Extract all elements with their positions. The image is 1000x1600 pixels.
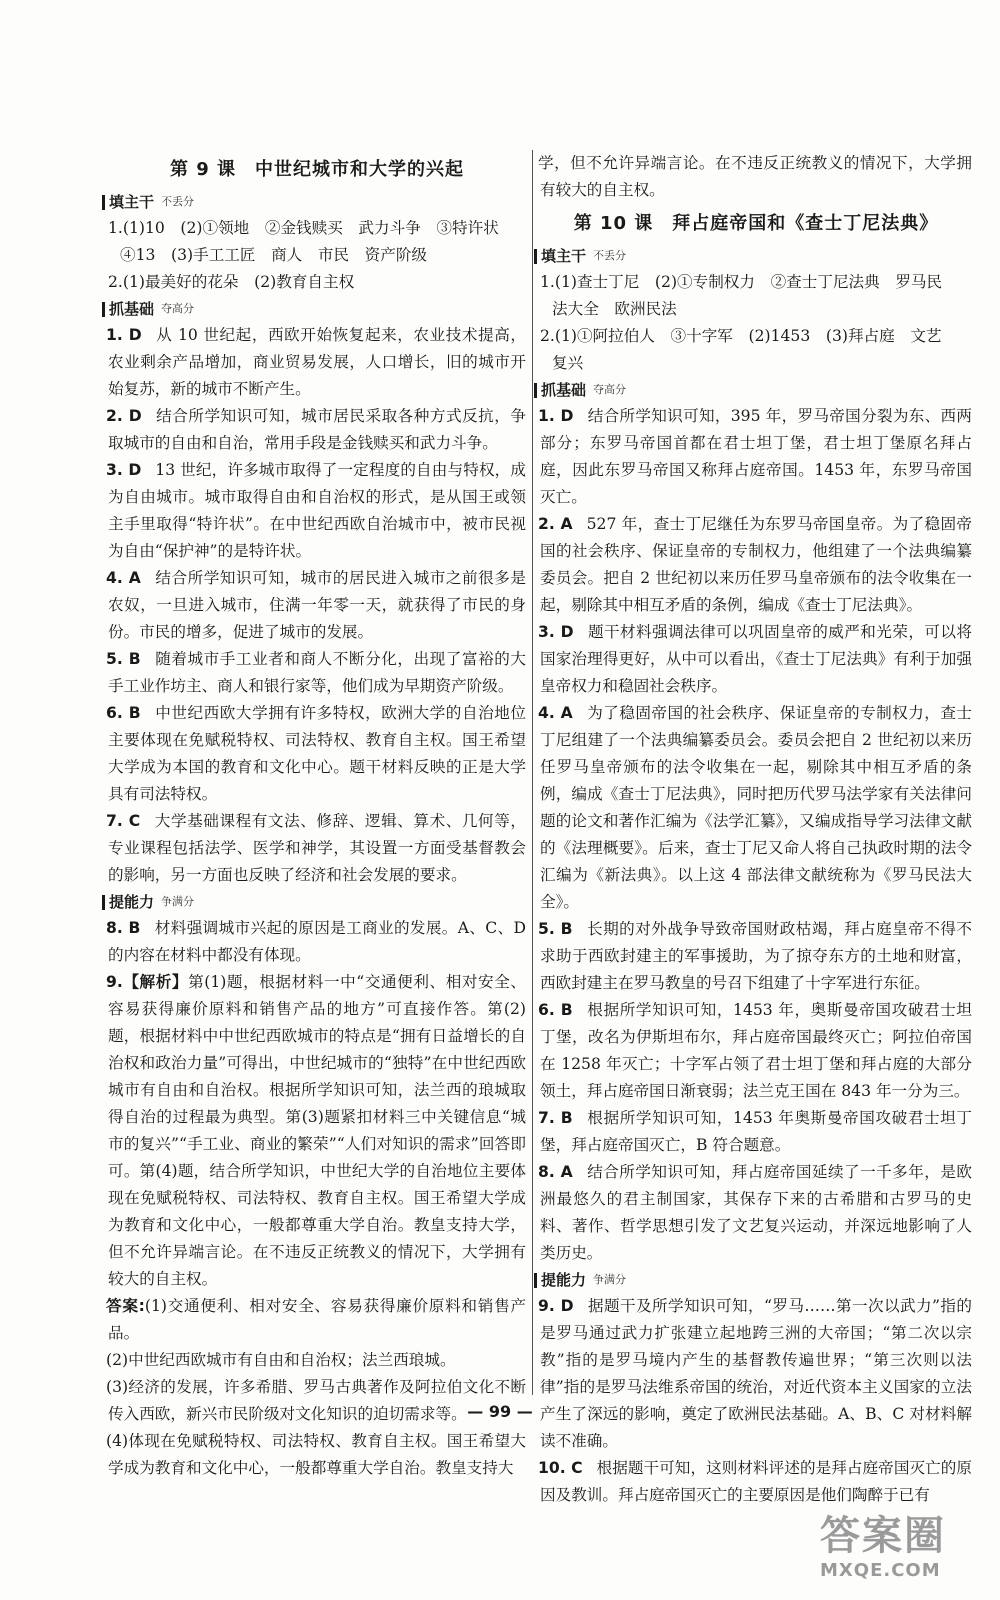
page-number: — 99 — [467, 1402, 533, 1421]
answer-item: 2. D 结合所学知识可知，城市居民采取各种方式反抗，争取城市的自由和自治，常用手段是金钱赎买和武力斗争。 [106, 407, 526, 452]
section-header: 填主干 不丢分 [534, 244, 972, 268]
answer-item: 1. D 从 10 世纪起，西欧开始恢复起来，农业技术提高，农业剩余产品增加，商业贸易发展，人口增长，旧的城市开始复苏，新的城市不断产生。 [106, 326, 526, 398]
answer-item: 3. D 13 世纪，许多城市取得了一定程度的自由与特权，成为自由城市。城市取得自由和自治权的形式，是从国王或领主手里取得“特许状”。在中世纪西欧自治城市中，被市民视为自由“保护神”的是特许状。 [106, 461, 526, 560]
answer-block: 答案:(1)交通便利、相对安全、容易获得廉价原料和销售产品。 [106, 1297, 526, 1342]
answer-item: 4. A 为了稳固帝国的社会秩序、保证皇帝的专制权力，查士丁尼组建了一个法典编纂委员会。委员会把自 2 世纪初以来历任罗马皇帝颁布的法令收集在一起，剔除其中相互矛盾的条例，编成《查士丁尼法典》，同时把历代罗马法学家有关法律问题的论文和著作汇编为《法学汇纂》，又编成指导学习法律文献的《法理概要》。后来，查士丁尼又命人将自己执政时期的法令汇编为《新法典》。以上这 4 部法律文献统称为《罗马民法大全》。 [538, 704, 972, 911]
section-header: 提能力 争满分 [534, 1268, 972, 1292]
section-bar-icon [534, 1273, 537, 1288]
answer-item: 4. A 结合所学知识可知，城市的居民进入城市之前很多是农奴，一旦进入城市，住满一年零一天，就获得了市民的身份。市民的增多，促进了城市的发展。 [106, 569, 526, 641]
column-divider [532, 150, 533, 1395]
carry-over-text: 学，但不允许异端言论。在不违反正统教义的情况下，大学拥有较大的自主权。 [538, 154, 972, 199]
answer-item: 8. B 材料强调城市兴起的原因是工商业的发展。A、C、D 的内容在材料中都没有体现。 [106, 919, 527, 964]
fill-line: 2.(1)①阿拉伯人 ③十字军 (2)1453 (3)拜占庭 文艺 [540, 327, 942, 345]
watermark-text: 答案圈 [820, 1513, 946, 1559]
answer-item: 3. D 题干材料强调法律可以巩固皇帝的威严和光荣，可以将国家治理得更好，从中可以看出，《查士丁尼法典》有利于加强皇帝权力和稳固社会秩序。 [538, 623, 972, 695]
answer-item: 5. B 随着城市手工业者和商人不断分化，出现了富裕的大手工业作坊主、商人和银行家等，他们成为早期资产阶级。 [106, 650, 526, 695]
section-bar-icon [102, 302, 105, 317]
fill-line: 1.(1)10 (2)①领地 ②金钱赎买 武力斗争 ③特许状 [108, 219, 499, 237]
fill-line: 2.(1)最美好的花朵 (2)教育自主权 [108, 273, 355, 291]
left-column [108, 150, 526, 1482]
answer-item: 9. D 据题干及所学知识可知，“罗马……第一次以武力”指的是罗马通过武力扩张建立起地跨三洲的大帝国；“第二次以宗教”指的是罗马境内产生的基督教传遍世界；“第三次则以法律”指的是罗马法维系帝国的统治，对近代资本主义国家的立法产生了深远的影响，奠定了欧洲民法基础。A、B、C 对材料解读不准确。 [538, 1297, 972, 1450]
fill-line: ④13 (3)手工工匠 商人 市民 资产阶级 [120, 246, 428, 264]
right-column [540, 150, 972, 1509]
answer-item: 6. B 根据所学知识可知，1453 年，奥斯曼帝国攻破君士坦丁堡，改名为伊斯坦布尔，拜占庭帝国最终灭亡；阿拉伯帝国在 1258 年灭亡；十字军占领了君士坦丁堡和拜占庭的大部分领土，拜占庭帝国日渐衰弱；法兰克王国在 843 年一分为三。 [538, 1001, 972, 1100]
answer-item: 1. D 结合所学知识可知，395 年，罗马帝国分裂为东、西两部分；东罗马帝国首都在君士坦丁堡，君士坦丁堡原名拜占庭，因此东罗马帝国又称拜占庭帝国。1453 年，东罗马帝国灭亡。 [538, 407, 972, 506]
section-header: 填主干 不丢分 [102, 190, 526, 214]
section-header: 抓基础 夺高分 [534, 378, 972, 402]
fill-line: 法大全 欧洲民法 [552, 300, 677, 318]
fill-line: 1.(1)查士丁尼 (2)①专制权力 ②查士丁尼法典 罗马民 [540, 273, 943, 291]
answer-item: 6. B 中世纪西欧大学拥有许多特权，欧洲大学的自治地位主要体现在免赋税特权、司法特权、教育自主权。国王希望大学成为本国的教育和文化中心。题干材料反映的正是大学具有司法特权。 [106, 704, 526, 803]
answer-item: 7. C 大学基础课程有文法、修辞、逻辑、算术、几何等，专业课程包括法学、医学和神学，其设置一方面受基督教会的影响，另一方面也反映了经济和社会发展的要求。 [106, 812, 526, 884]
lesson-9-title: 第 9 课 中世纪城市和大学的兴起 [169, 159, 465, 180]
answer-line: (2)中世纪西欧城市有自由和自治权；法兰西琅城。 [106, 1351, 456, 1369]
watermark-logo [820, 1512, 980, 1592]
answer-item: 8. A 结合所学知识可知，拜占庭帝国延续了一千多年，是欧洲最悠久的君主制国家，其保存下来的古希腊和古罗马的史料、著作、哲学思想引发了文艺复兴运动，并深远地影响了人类历史。 [538, 1163, 972, 1262]
section-bar-icon [102, 895, 105, 910]
answer-line: (4)体现在免赋税特权、司法特权、教育自主权。国王希望大学成为教育和文化中心，一般都尊重大学自治。教皇支持大 [106, 1432, 526, 1477]
section-bar-icon [534, 249, 537, 264]
fill-line: 复兴 [552, 354, 584, 372]
answer-item: 5. B 长期的对外战争导致帝国财政枯竭，拜占庭皇帝不得不求助于西欧封建主的军事援助，为了掠夺东方的土地和财富，西欧封建主在罗马教皇的号召下组建了十字军进行东征。 [538, 920, 972, 992]
answer-item: 10. C 根据题干可知，这则材料评述的是拜占庭帝国灭亡的原因及教训。拜占庭帝国灭亡的主要原因是他们陶醉于已有 [538, 1459, 972, 1504]
answer-item: 2. A 527 年，查士丁尼继任为东罗马帝国皇帝。为了稳固帝国的社会秩序、保证皇帝的专制权力，他组建了一个法典编纂委员会。把自 2 世纪初以来历任罗马皇帝颁布的法令收集在一起，剔除其中相互矛盾的条例，编成《查士丁尼法典》。 [538, 515, 972, 614]
section-bar-icon [534, 383, 537, 398]
watermark-url: MXQE.COM [820, 1560, 941, 1581]
section-header: 抓基础 夺高分 [102, 297, 526, 321]
section-bar-icon [102, 195, 105, 210]
section-header: 提能力 争满分 [102, 890, 526, 914]
answer-item: 7. B 根据所学知识可知，1453 年奥斯曼帝国攻破君士坦丁堡，拜占庭帝国灭亡，B 符合题意。 [538, 1109, 972, 1154]
lesson-10-title: 第 10 课 拜占庭帝国和《查士丁尼法典》 [573, 213, 939, 234]
answer-line: (3)经济的发展，许多希腊、罗马古典著作及阿拉伯文化不断传入西欧，新兴市民阶级对文化知识的迫切需求等。 [106, 1378, 526, 1423]
answer-item-9: 9.【解析】第(1)题，根据材料一中“交通便利、相对安全、容易获得廉价原料和销售产品的地方”可直接作答。第(2)题，根据材料中中世纪西欧城市的特点是“拥有日益增长的自治权和政治力量”可得出，中世纪城市的“独特”在中世纪西欧城市有自由和自治权。根据所学知识可知，法兰西的琅城取得自治的过程最为典型。第(3)题紧扣材料三中关键信息“城市的复兴”“手工业、商业的繁荣”“人们对知识的需求”回答即可。第(4)题，结合所学知识，中世纪大学的自治地位主要体现在免赋税特权、司法特权、教育自主权。国王希望大学成为教育和文化中心，一般都尊重大学自治。教皇支持大学，但不允许异端言论。在不违反正统教义的情况下，大学拥有较大的自主权。 [106, 973, 526, 1288]
